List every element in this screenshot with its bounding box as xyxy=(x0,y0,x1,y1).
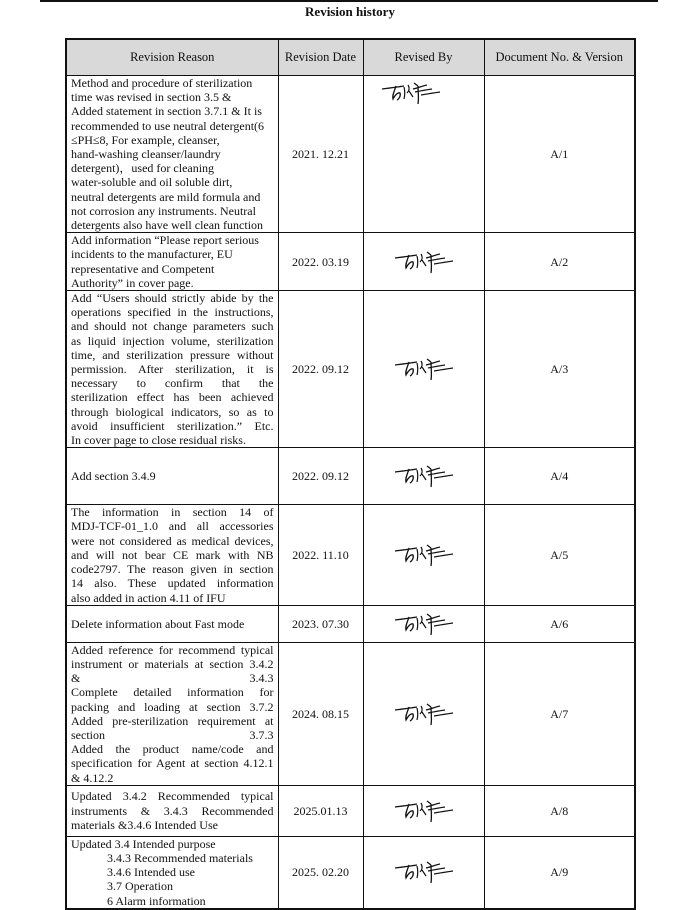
document-version-cell: A/4 xyxy=(484,448,635,505)
document-version-cell: A/6 xyxy=(484,605,635,642)
signature-icon xyxy=(393,463,455,489)
revision-date-cell: 2022. 03.19 xyxy=(278,233,363,291)
revision-reason-cell xyxy=(66,291,278,448)
revised-by-cell xyxy=(363,448,484,505)
revision-reason-line: 3.7 Operation xyxy=(107,879,173,894)
signature-icon xyxy=(393,249,455,275)
revision-date-cell: 2021. 12.21 xyxy=(278,76,363,233)
header-document-version: Document No. & Version xyxy=(484,39,635,76)
revision-reason-line: & 4.12.2 xyxy=(71,770,114,785)
table-row xyxy=(66,291,635,448)
revision-reason-line: The information in section 14 of xyxy=(71,505,274,520)
revision-reason-line: recommended to use neutral detergent(6 xyxy=(71,118,265,133)
signature-icon xyxy=(393,611,455,637)
document-title: Revision history xyxy=(305,4,395,19)
revision-reason-line: water-soluble and oil soluble dirt, xyxy=(71,175,233,190)
revision-reason-cell xyxy=(66,448,278,505)
revision-date-cell: 2024. 08.15 xyxy=(278,642,363,785)
revision-reason-line: detergent)，used for cleaning xyxy=(71,161,215,176)
revision-reason-line: 3.4.3 Recommended materials xyxy=(107,850,253,865)
revision-reason-line: MDJ-TCF-01_1.0 and all accessories xyxy=(71,519,274,534)
document-version-cell: A/1 xyxy=(484,76,635,233)
revision-reason-line: ≤PH≤8, For example, cleanser, xyxy=(71,132,220,147)
table-row xyxy=(66,505,635,605)
revised-by-cell xyxy=(363,836,484,909)
header-revision-date: Revision Date xyxy=(278,39,363,76)
revised-by-cell xyxy=(363,785,484,836)
revision-reason-line: also added in action 4.11 of IFU xyxy=(71,590,226,605)
revision-reason-cell xyxy=(66,605,278,642)
revision-reason-line: Add information “Please report serious xyxy=(71,233,259,248)
table-row xyxy=(66,605,635,642)
revision-reason-line: and should not change parameters such xyxy=(71,319,274,334)
revised-by-cell xyxy=(363,642,484,785)
document-version-cell: A/7 xyxy=(484,642,635,785)
signature-icon xyxy=(393,859,455,885)
revision-reason-cell xyxy=(66,76,278,233)
revised-by-cell xyxy=(363,291,484,448)
revision-reason-cell xyxy=(66,233,278,291)
table-header-row xyxy=(66,39,635,76)
table-row xyxy=(66,76,635,233)
revision-reason-line: Added pre-sterilization requirement at xyxy=(71,713,274,728)
revision-reason-line: time was revised in section 3.5 & xyxy=(71,90,232,105)
signature-icon xyxy=(393,542,455,568)
revision-reason-line: In cover page to close residual risks. xyxy=(71,433,246,448)
revision-reason-line: packing and loading at section 3.7.2 xyxy=(71,699,274,714)
table-row xyxy=(66,785,635,836)
revision-reason-line: representative and Competent xyxy=(71,261,215,276)
revision-reason-line: not corrosion any instruments. Neutral xyxy=(71,203,256,218)
revision-reason-line: necessary to confirm that the xyxy=(71,376,274,391)
header-revised-by: Revised By xyxy=(363,39,484,76)
revision-date-cell: 2022. 09.12 xyxy=(278,448,363,505)
revision-date-cell: 2025. 02.20 xyxy=(278,836,363,909)
table-row xyxy=(66,233,635,291)
revision-reason-line: as liquid injection volume, sterilization xyxy=(71,333,274,348)
revision-reason-line: instruments & 3.4.3 Recommended xyxy=(71,803,274,818)
revision-reason-line: Added statement in section 3.7.1 & It is xyxy=(71,104,262,119)
revision-reason-line: time, and sterilization pressure without xyxy=(71,347,274,362)
revision-reason-line: 3.4.6 Intended use xyxy=(107,865,195,880)
revision-reason-line: materials &3.4.6 Intended Use xyxy=(71,817,218,832)
revision-history-table xyxy=(65,38,636,910)
revised-by-cell xyxy=(363,76,484,233)
table-row xyxy=(66,836,635,909)
header-revision-reason: Revision Reason xyxy=(66,39,278,76)
revision-reason-line: Updated 3.4.2 Recommended typical xyxy=(71,789,274,804)
revision-reason-line: Delete information about Fast mode xyxy=(71,616,245,631)
revision-reason-line: Add section 3.4.9 xyxy=(71,469,156,484)
revision-reason-line: Add “Users should strictly abide by the xyxy=(71,291,274,306)
revision-reason-line: 14 also. These updated information xyxy=(71,576,274,591)
document-version-cell: A/8 xyxy=(484,785,635,836)
revision-reason-line: hand-washing cleanser/laundry xyxy=(71,147,221,162)
table-row xyxy=(66,448,635,505)
top-rule xyxy=(40,0,658,2)
revision-reason-cell xyxy=(66,642,278,785)
revision-date-cell: 2022. 09.12 xyxy=(278,291,363,448)
revision-reason-line: incidents to the manufacturer, EU xyxy=(71,247,233,262)
signature-icon xyxy=(393,356,455,382)
revision-date-cell: 2023. 07.30 xyxy=(278,605,363,642)
revision-reason-line: and will not bear CE mark with NB xyxy=(71,547,274,562)
revision-reason-line: Updated 3.4 Intended purpose xyxy=(71,836,216,851)
revision-reason-line: Complete detailed information for xyxy=(71,685,274,700)
revision-date-cell: 2022. 11.10 xyxy=(278,505,363,605)
revision-reason-line: permission. After sterilization, it is xyxy=(71,362,274,377)
signature-icon xyxy=(393,798,455,824)
revision-reason-line: 6 Alarm information xyxy=(107,893,206,908)
signature-icon xyxy=(380,80,442,106)
document-version-cell: A/5 xyxy=(484,505,635,605)
revision-reason-line: sterilization effect has been achieved xyxy=(71,390,274,405)
revision-reason-line: specification for Agent at section 4.12.1 xyxy=(71,756,274,771)
revision-reason-line: were not considered as medical devices, xyxy=(71,533,274,548)
revision-reason-line: instrument or materials at section 3.4.2 xyxy=(71,656,274,671)
revision-reason-line: & 3.4.3 xyxy=(71,671,274,686)
document-version-cell: A/9 xyxy=(484,836,635,909)
revision-reason-line: Added reference for recommend typical xyxy=(71,642,274,657)
revision-reason-line: operations specified in the instructions, xyxy=(71,305,274,320)
revision-reason-line: through biological indicators, so as to xyxy=(71,404,274,419)
revision-reason-line: code2797. The reason given in section xyxy=(71,562,274,577)
revised-by-cell xyxy=(363,233,484,291)
revision-date-cell: 2025.01.13 xyxy=(278,785,363,836)
table-row xyxy=(66,642,635,785)
revision-reason-line: Added the product name/code and xyxy=(71,742,274,757)
revision-reason-line: neutral detergents are mild formula and xyxy=(71,189,261,204)
signature-icon xyxy=(393,701,455,727)
revision-reason-cell xyxy=(66,505,278,605)
revision-reason-line: section 3.7.3 xyxy=(71,727,274,742)
revised-by-cell xyxy=(363,505,484,605)
document-version-cell: A/2 xyxy=(484,233,635,291)
revision-reason-cell xyxy=(66,785,278,836)
document-version-cell: A/3 xyxy=(484,291,635,448)
revision-reason-line: avoid insufficient sterilization.” Etc. xyxy=(71,418,274,433)
revision-reason-line: Authority” in cover page. xyxy=(71,275,194,290)
revision-reason-cell xyxy=(66,836,278,909)
revision-reason-line: Method and procedure of sterilization xyxy=(71,76,253,90)
revision-reason-line: detergents also have well clean function xyxy=(71,218,264,233)
revised-by-cell xyxy=(363,605,484,642)
